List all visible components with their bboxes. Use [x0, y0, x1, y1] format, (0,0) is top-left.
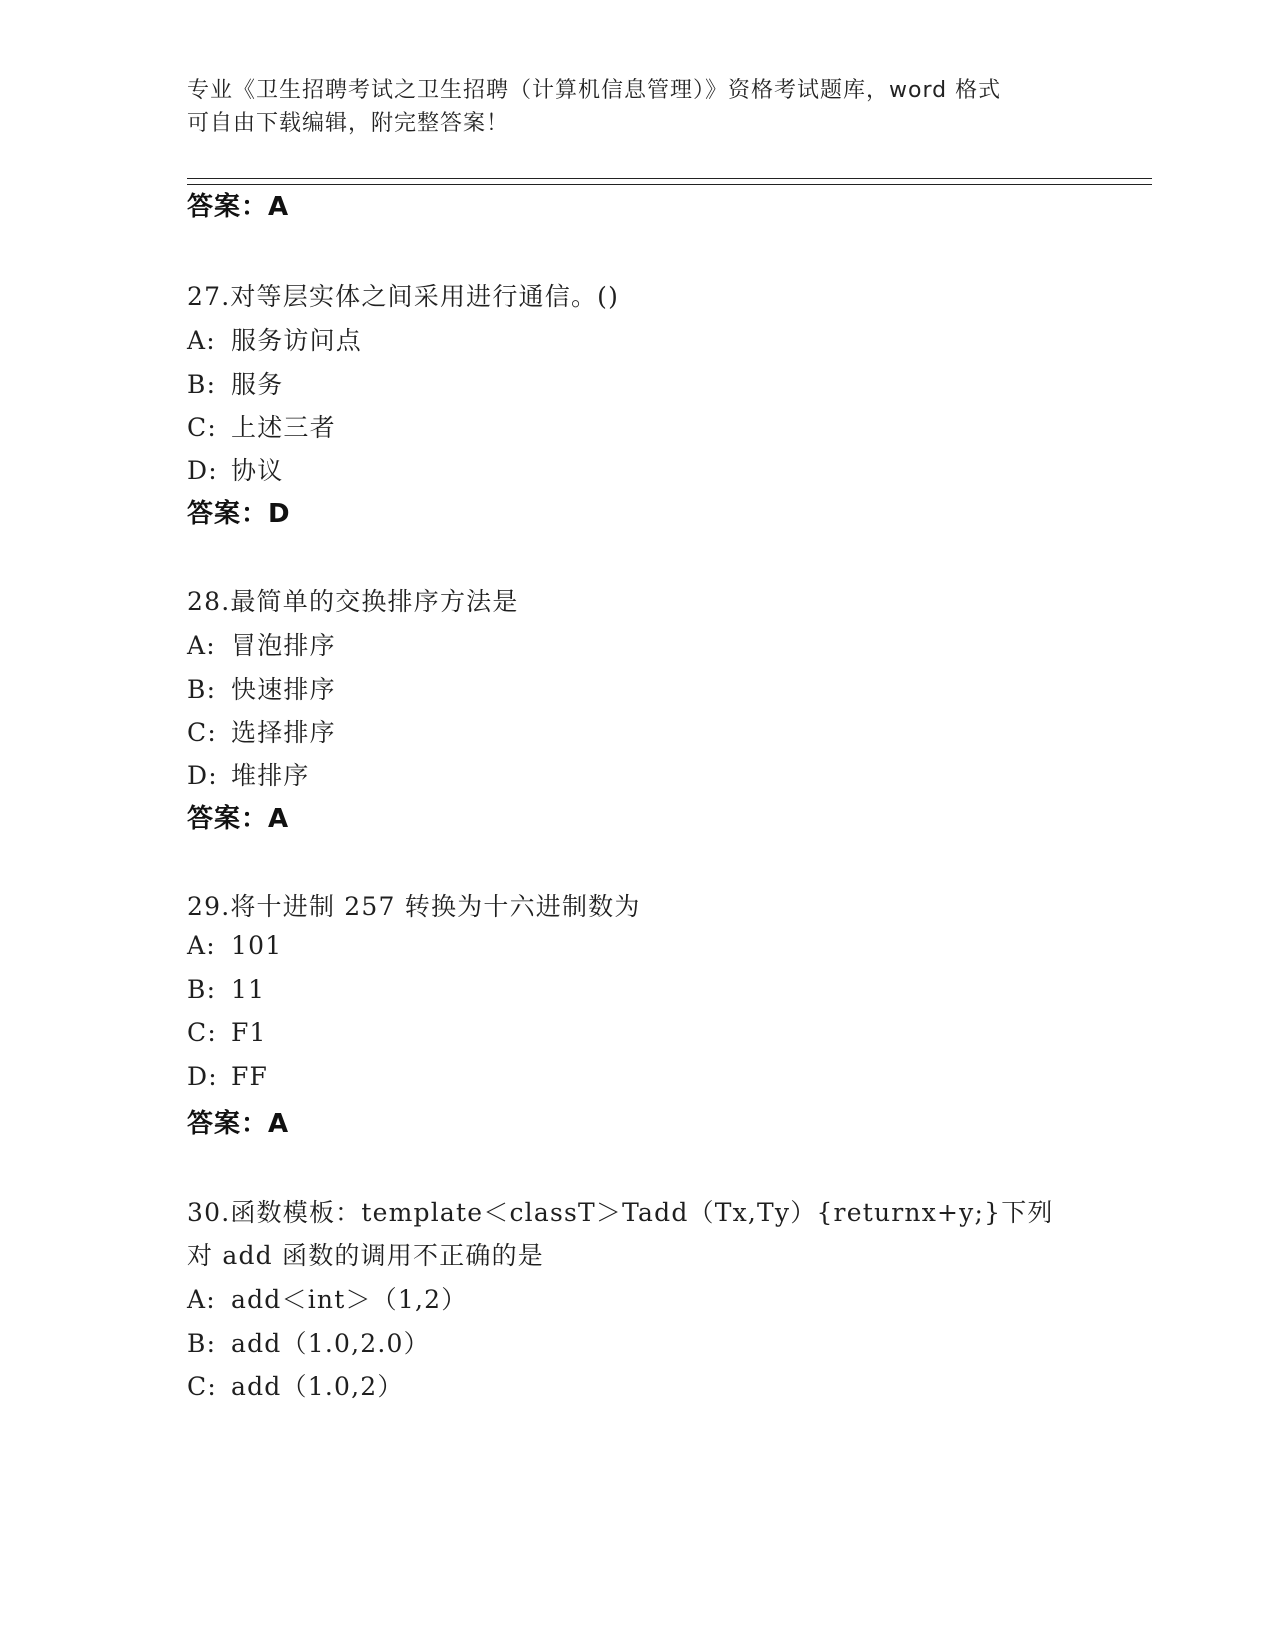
document-header: [187, 74, 1067, 140]
option-letter: A:: [187, 931, 216, 960]
option-letter: A:: [187, 631, 216, 660]
option-letter: D:: [187, 761, 218, 790]
option-text: add（1.0,2）: [231, 1372, 404, 1401]
question-27-option-d: [187, 451, 283, 487]
question-30-option-c: [187, 1367, 404, 1403]
option-letter: C:: [187, 1018, 217, 1047]
question-30-option-b: [187, 1324, 430, 1360]
option-text: FF: [231, 1062, 269, 1091]
question-27-option-c: [187, 408, 336, 444]
question-28-option-c: [187, 713, 336, 749]
question-29-answer: 答案：A: [187, 1109, 290, 1139]
question-30-stem-line-2: 对 add 函数的调用不正确的是: [187, 1241, 545, 1270]
option-text: add（1.0,2.0）: [231, 1329, 430, 1358]
option-text: F1: [231, 1018, 267, 1047]
option-text: 11: [231, 975, 266, 1004]
question-27-option-a: [187, 321, 362, 357]
option-text: 选择排序: [231, 718, 336, 747]
question-30-stem-line-1: 30.函数模板：template＜classT＞Tadd（Tx,Ty）{returnx+y;}下列: [187, 1198, 1054, 1227]
option-text: 101: [231, 931, 283, 960]
header-rule-bottom: [187, 184, 1152, 185]
question-28-option-b: [187, 670, 336, 706]
option-text: 上述三者: [231, 413, 336, 442]
question-28-stem: 28.最简单的交换排序方法是: [187, 587, 519, 616]
option-text: 协议: [231, 456, 284, 485]
previous-answer: 答案：A: [187, 192, 290, 222]
question-28-option-a: [187, 626, 336, 662]
header-line-1: 专业《卫生招聘考试之卫生招聘（计算机信息管理）》资格考试题库，word 格式: [187, 78, 1002, 103]
option-letter: A:: [187, 1285, 216, 1314]
option-text: 堆排序: [231, 761, 310, 790]
option-letter: D:: [187, 456, 218, 485]
option-text: 冒泡排序: [231, 631, 336, 660]
header-line-2: 可自由下载编辑，附完整答案！: [187, 111, 510, 136]
option-text: 服务: [231, 370, 284, 399]
question-30-option-a: [187, 1280, 467, 1316]
option-letter: C:: [187, 1372, 217, 1401]
option-letter: C:: [187, 413, 217, 442]
question-29-option-d: [187, 1062, 268, 1091]
header-rule-top: [187, 178, 1152, 179]
option-letter: B:: [187, 975, 217, 1004]
question-28-answer: 答案：A: [187, 804, 290, 834]
question-29-option-c: [187, 1018, 267, 1047]
option-letter: B:: [187, 1329, 217, 1358]
option-letter: C:: [187, 718, 217, 747]
option-letter: D:: [187, 1062, 218, 1091]
question-29-stem: 29.将十进制 257 转换为十六进制数为: [187, 892, 641, 921]
option-text: 快速排序: [231, 675, 336, 704]
question-27-stem: 27.对等层实体之间采用进行通信。(): [187, 282, 620, 311]
question-29-option-b: [187, 975, 265, 1004]
option-letter: A:: [187, 326, 216, 355]
question-28-option-d: [187, 756, 310, 792]
question-29-option-a: [187, 931, 282, 960]
option-letter: B:: [187, 675, 217, 704]
question-27-answer: 答案：D: [187, 499, 291, 529]
option-letter: B:: [187, 370, 217, 399]
question-27-option-b: [187, 365, 283, 401]
option-text: add＜int＞（1,2）: [231, 1285, 468, 1314]
option-text: 服务访问点: [231, 326, 363, 355]
